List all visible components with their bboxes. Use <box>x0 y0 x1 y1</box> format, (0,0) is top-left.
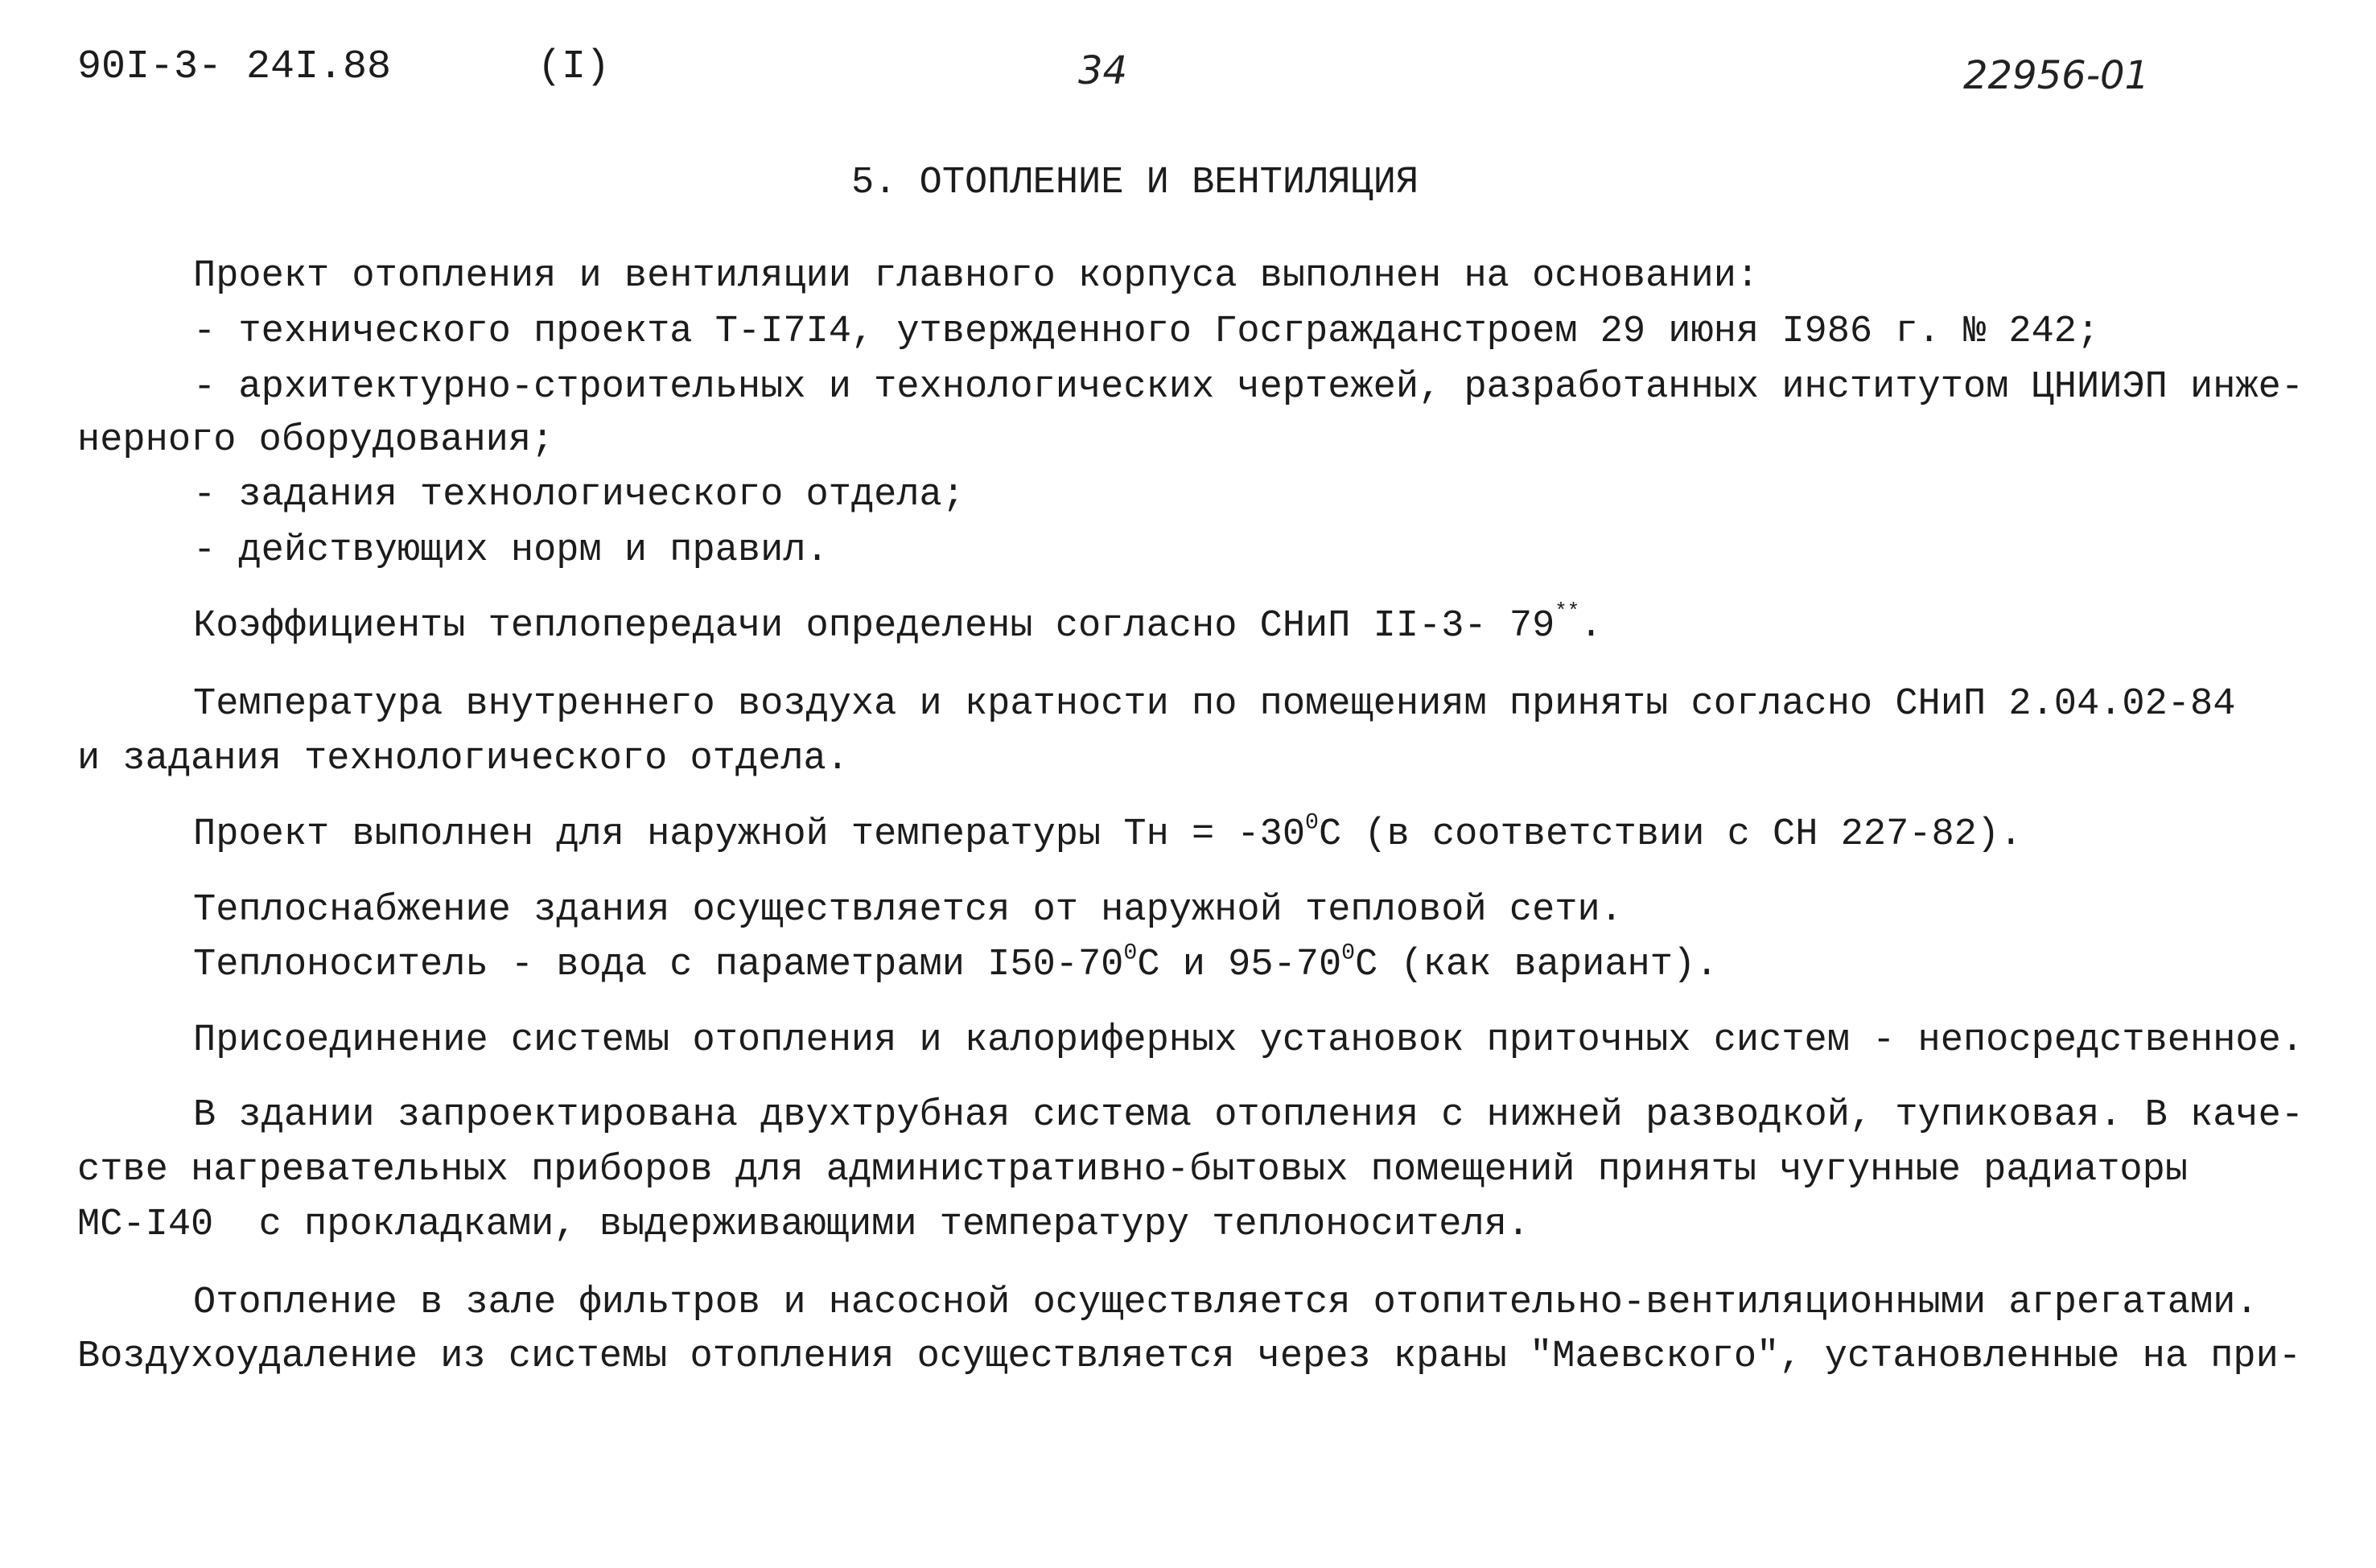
body-text: Проект выполнен для наружной температуры Тн = -30 <box>193 813 1306 856</box>
degree-mark: 0 <box>1341 940 1356 966</box>
body-line <box>193 941 1718 990</box>
section-title: 5. ОТОПЛЕНИЕ И ВЕНТИЛЯЦИЯ <box>851 162 1419 204</box>
degree-mark: 0 <box>1305 810 1319 836</box>
body-line: МС-I40 с прокладками, выдерживающими температуру теплоносителя. <box>77 1204 1530 1246</box>
body-line <box>193 599 1603 651</box>
page-number: 34 <box>1078 48 1128 93</box>
body-line: Теплоснабжение здания осуществляется от наружной тепловой сети. <box>193 889 1623 932</box>
body-line: и задания технологического отдела. <box>77 738 849 780</box>
body-line: Отопление в зале фильтров и насосной осуществляется отопительно-вентиляционными агрегатами. <box>193 1282 2259 1324</box>
body-line: - архитектурно-строительных и технологических чертежей, разработанных институтом ЦНИИЭП инже- <box>193 366 2304 409</box>
body-line: Воздухоудаление из системы отопления осуществляется через краны "Маевского", установленные на при- <box>77 1335 2302 1378</box>
body-line: стве нагревательных приборов для административно-бытовых помещений приняты чугунные радиаторы <box>77 1149 2189 1191</box>
body-line: - действующих норм и правил. <box>193 529 829 572</box>
body-line: - технического проекта Т-I7I4, утвержденного Госгражданстроем 29 июня I986 г. № 242; <box>193 311 2100 353</box>
body-line: Присоединение системы отопления и калориферных установок приточных систем - непосредственное. <box>193 1019 2304 1062</box>
body-text: . <box>1579 605 1603 648</box>
footnote-mark: ** <box>1554 599 1580 623</box>
degree-mark: 0 <box>1123 940 1138 966</box>
body-line <box>193 811 2022 859</box>
body-text: С (как вариант). <box>1355 944 1719 986</box>
body-text: С (в соответствии с СН 227-82). <box>1318 813 2023 856</box>
body-text: Теплоноситель - вода с параметрами I50-70 <box>193 944 1124 986</box>
doc-part: (I) <box>537 44 611 90</box>
body-line: - задания технологического отдела; <box>193 474 965 516</box>
body-line: Температура внутреннего воздуха и кратности по помещениям приняты согласно СНиП 2.04.02-84 <box>193 683 2236 726</box>
doc-code: 90I-3- 24I.88 <box>77 44 392 90</box>
archive-number: 22956-01 <box>1963 53 2150 98</box>
body-text: С и 95-70 <box>1137 944 1342 986</box>
body-line: Проект отопления и вентиляции главного корпуса выполнен на основании: <box>193 255 1760 298</box>
body-text: Коэффициенты теплопередачи определены согласно СНиП II-3- 79 <box>193 605 1555 648</box>
body-line: нерного оборудования; <box>77 419 554 462</box>
body-line: В здании запроектирована двухтрубная система отопления с нижней разводкой, тупиковая. В каче- <box>193 1094 2304 1137</box>
